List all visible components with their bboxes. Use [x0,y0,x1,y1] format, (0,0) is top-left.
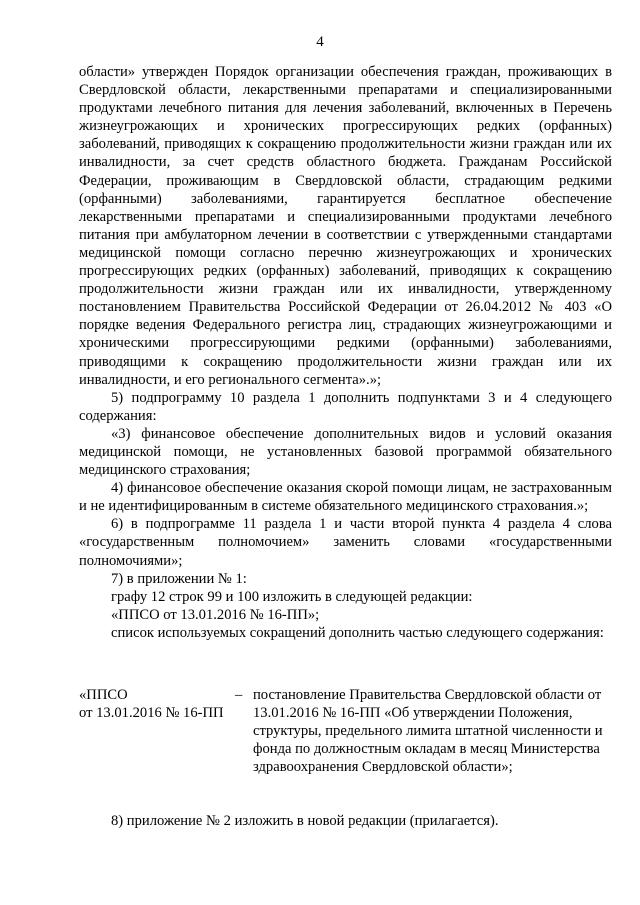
paragraph-intro: области» утвержден Порядок организации обеспечения граждан, проживающих в Свердловской области, лекарственными препаратами и специализированными продуктами лечебного питания для лечения заболеваний, включенных в Перечень жизнеугрожающих и хронических прогрессирующих редких (орфанных) заболеваний, приводящих к сокращению продолжительности жизни граждан или их инвалидности, за счет средств областного бюджета. Гражданам Российской Федерации, проживающим в Свердловской области, страдающим редкими (орфанными) заболеваниями, гарантируется бесплатное обеспечение лекарственными препаратами и специализированными продуктами лечебного питания при амбулаторном лечении в соответствии с утвержденными стандартами медицинской помощи согласно перечню жизнеугрожающих и хронических прогрессирующих редких (орфанных) заболеваний, приводящих к сокращению продолжительности жизни граждан или их инвалидности, утвержденному постановлением Правительства Российской Федерации от 26.04.2012 № 403 «О порядке ведения Федерального регистра лиц, страдающих жизнеугрожающими и хроническими прогрессирующими редкими (орфанными) заболеваниями, приводящими к сокращению продолжительности жизни граждан или их инвалидности, и его регионального сегмента».»; [79,64,612,388]
abbreviation-dash: – [235,687,243,703]
page-number: 4 [316,34,324,50]
paragraph-subitem-4: 4) финансовое обеспечение оказания скорой помощи лицам, не застрахованным и не идентифицированным в системе обязательного медицинского страхования.»; [79,480,612,515]
paragraph-item-6: 6) в подпрограмме 11 раздела 1 и части второй пункта 4 раздела 4 слова «государственным полномочием» заменить словами «государственными полномочиями»; [79,516,612,569]
paragraph-item-8: 8) приложение № 2 изложить в новой редакции (прилагается). [111,813,499,829]
paragraph-ppso-value: «ППСО от 13.01.2016 № 16-ПП»; [111,606,320,623]
paragraph-abbreviation-list: список используемых сокращений дополнить частью следующего содержания: [111,624,604,641]
abbreviation-term: «ППСО от 13.01.2016 № 16-ПП [79,687,224,722]
paragraph-column-12: графу 12 строк 99 и 100 изложить в следующей редакции: [111,588,473,605]
paragraph-item-5: 5) подпрограмму 10 раздела 1 дополнить подпунктами 3 и 4 следующего содержания: [79,389,612,424]
document-body [79,63,612,642]
abbreviation-definition: постановление Правительства Свердловской области от 13.01.2016 № 16-ПП «Об утверждении Положения, структуры, предельного лимита штатной численности и фонда по должностным окладам в месяц Министерства здравоохранения Свердловской области»; [253,687,603,776]
paragraph-subitem-3: «3) финансовое обеспечение дополнительных видов и условий оказания медицинской помощи, не установленных базовой программой обязательного медицинского страхования; [79,425,612,479]
paragraph-item-7: 7) в приложении № 1: [111,570,247,587]
